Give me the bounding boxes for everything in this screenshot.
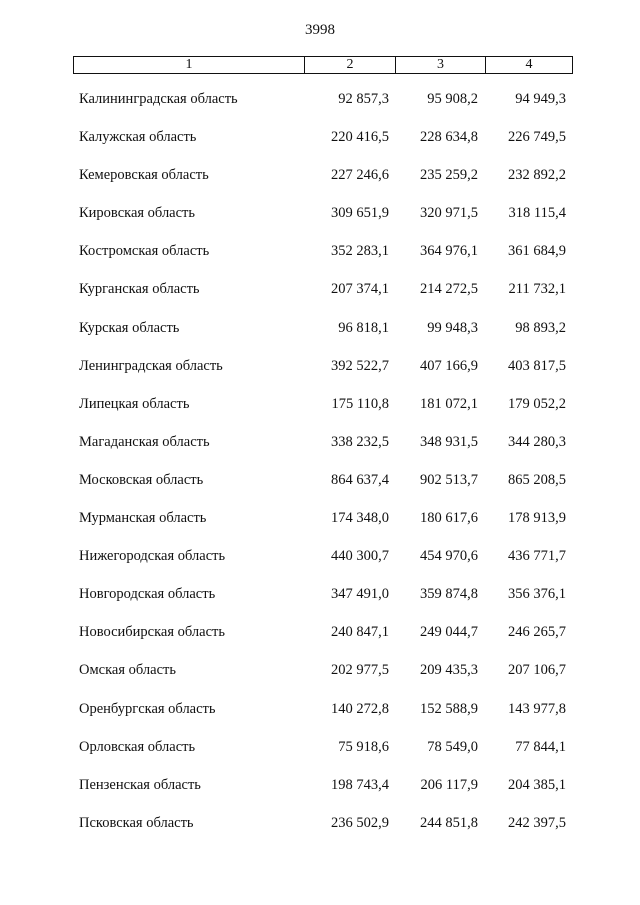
region-name: Пензенская область [79, 776, 201, 793]
value-column-2: 175 110,8 [331, 395, 389, 412]
value-column-4: 344 280,3 [508, 433, 566, 450]
column-header-4: 4 [525, 57, 533, 72]
value-column-3: 180 617,6 [420, 510, 478, 527]
value-column-4: 865 208,5 [508, 471, 566, 488]
table-row [0, 813, 640, 851]
region-name: Ленинградская область [79, 357, 223, 374]
region-name: Калужская область [79, 129, 197, 146]
value-column-2: 198 743,4 [331, 776, 389, 793]
value-column-3: 78 549,0 [427, 738, 478, 755]
value-column-3: 152 588,9 [420, 700, 478, 717]
value-column-3: 181 072,1 [420, 395, 478, 412]
table-row [0, 318, 640, 356]
value-column-3: 206 117,9 [420, 776, 478, 793]
region-name: Липецкая область [79, 395, 190, 412]
page-number: 3998 [305, 22, 335, 38]
column-header-3: 3 [396, 57, 486, 73]
region-name: Орловская область [79, 738, 196, 755]
table-row [0, 584, 640, 622]
value-column-4: 232 892,2 [508, 167, 566, 184]
table-row [0, 775, 640, 813]
value-column-3: 99 948,3 [427, 319, 478, 336]
value-column-3: 359 874,8 [420, 586, 478, 603]
value-column-2: 174 348,0 [331, 510, 389, 527]
value-column-4: 143 977,8 [508, 700, 566, 717]
region-name: Курская область [79, 319, 180, 336]
column-header-2: 2 [305, 57, 396, 73]
table-row [0, 546, 640, 584]
value-column-3: 95 908,2 [427, 91, 478, 107]
value-column-2: 440 300,7 [331, 548, 389, 565]
value-column-3: 454 970,6 [420, 548, 478, 565]
value-column-4: 246 265,7 [508, 624, 566, 641]
value-column-2: 338 232,5 [331, 433, 389, 450]
table-row [0, 737, 640, 775]
value-column-4: 242 397,5 [508, 814, 566, 831]
value-column-2: 240 847,1 [331, 624, 389, 641]
value-column-4: 436 771,7 [508, 548, 566, 565]
value-column-4: 98 893,2 [515, 319, 566, 336]
value-column-2: 227 246,6 [331, 167, 389, 184]
value-column-2: 75 918,6 [338, 738, 389, 755]
column-header-1: 1 [74, 57, 305, 73]
value-column-2: 392 522,7 [331, 357, 389, 374]
table-row [0, 470, 640, 508]
region-name: Мурманская область [79, 510, 207, 527]
region-name: Курганская область [79, 281, 200, 298]
table-row [0, 699, 640, 737]
value-column-2: 140 272,8 [331, 700, 389, 717]
table-row [0, 89, 640, 127]
value-column-2: 309 651,9 [331, 205, 389, 222]
region-name: Оренбургская область [79, 700, 216, 717]
region-name: Новосибирская область [79, 624, 225, 641]
value-column-3: 348 931,5 [420, 433, 478, 450]
table-row [0, 622, 640, 660]
value-column-3: 407 166,9 [420, 357, 478, 374]
region-name: Новгородская область [79, 586, 216, 603]
value-column-3: 228 634,8 [420, 129, 478, 146]
value-column-3: 209 435,3 [420, 662, 478, 679]
value-column-4: 77 844,1 [515, 738, 566, 755]
value-column-2: 92 857,3 [338, 91, 389, 107]
value-column-4: 179 052,2 [508, 395, 566, 412]
table-row [0, 508, 640, 546]
value-column-4: 318 115,4 [508, 205, 566, 222]
value-column-4: 226 749,5 [508, 129, 566, 146]
table-header [73, 56, 573, 74]
value-column-3: 249 044,7 [420, 624, 478, 641]
value-column-4: 211 732,1 [508, 281, 566, 298]
value-column-2: 202 977,5 [331, 662, 389, 679]
value-column-2: 220 416,5 [331, 129, 389, 146]
table-row [0, 241, 640, 279]
value-column-3: 214 272,5 [420, 281, 478, 298]
region-name: Псковская область [79, 814, 194, 831]
value-column-2: 347 491,0 [331, 586, 389, 603]
table-body [0, 89, 640, 851]
region-name: Костромская область [79, 243, 210, 260]
value-column-2: 236 502,9 [331, 814, 389, 831]
value-column-4: 361 684,9 [508, 243, 566, 260]
value-column-4: 178 913,9 [508, 510, 566, 527]
value-column-2: 352 283,1 [331, 243, 389, 260]
table-row [0, 165, 640, 203]
region-name: Калининградская область [79, 91, 238, 107]
value-column-4: 356 376,1 [508, 586, 566, 603]
table-row [0, 279, 640, 317]
value-column-3: 235 259,2 [420, 167, 478, 184]
value-column-2: 96 818,1 [338, 319, 389, 336]
region-name: Кировская область [79, 205, 196, 222]
value-column-4: 403 817,5 [508, 357, 566, 374]
region-name: Кемеровская область [79, 167, 209, 184]
value-column-2: 864 637,4 [331, 471, 389, 488]
value-column-4: 204 385,1 [508, 776, 566, 793]
region-name: Магаданская область [79, 433, 210, 450]
table-row [0, 203, 640, 241]
region-name: Нижегородская область [79, 548, 226, 565]
value-column-3: 902 513,7 [420, 471, 478, 488]
table-row [0, 660, 640, 698]
region-name: Московская область [79, 471, 204, 488]
table-row [0, 356, 640, 394]
value-column-4: 207 106,7 [508, 662, 566, 679]
value-column-3: 244 851,8 [420, 814, 478, 831]
region-name: Омская область [79, 662, 176, 679]
table-row [0, 127, 640, 165]
value-column-3: 320 971,5 [420, 205, 478, 222]
value-column-2: 207 374,1 [331, 281, 389, 298]
table-row [0, 394, 640, 432]
table-row [0, 432, 640, 470]
value-column-3: 364 976,1 [420, 243, 478, 260]
value-column-4: 94 949,3 [515, 91, 566, 107]
